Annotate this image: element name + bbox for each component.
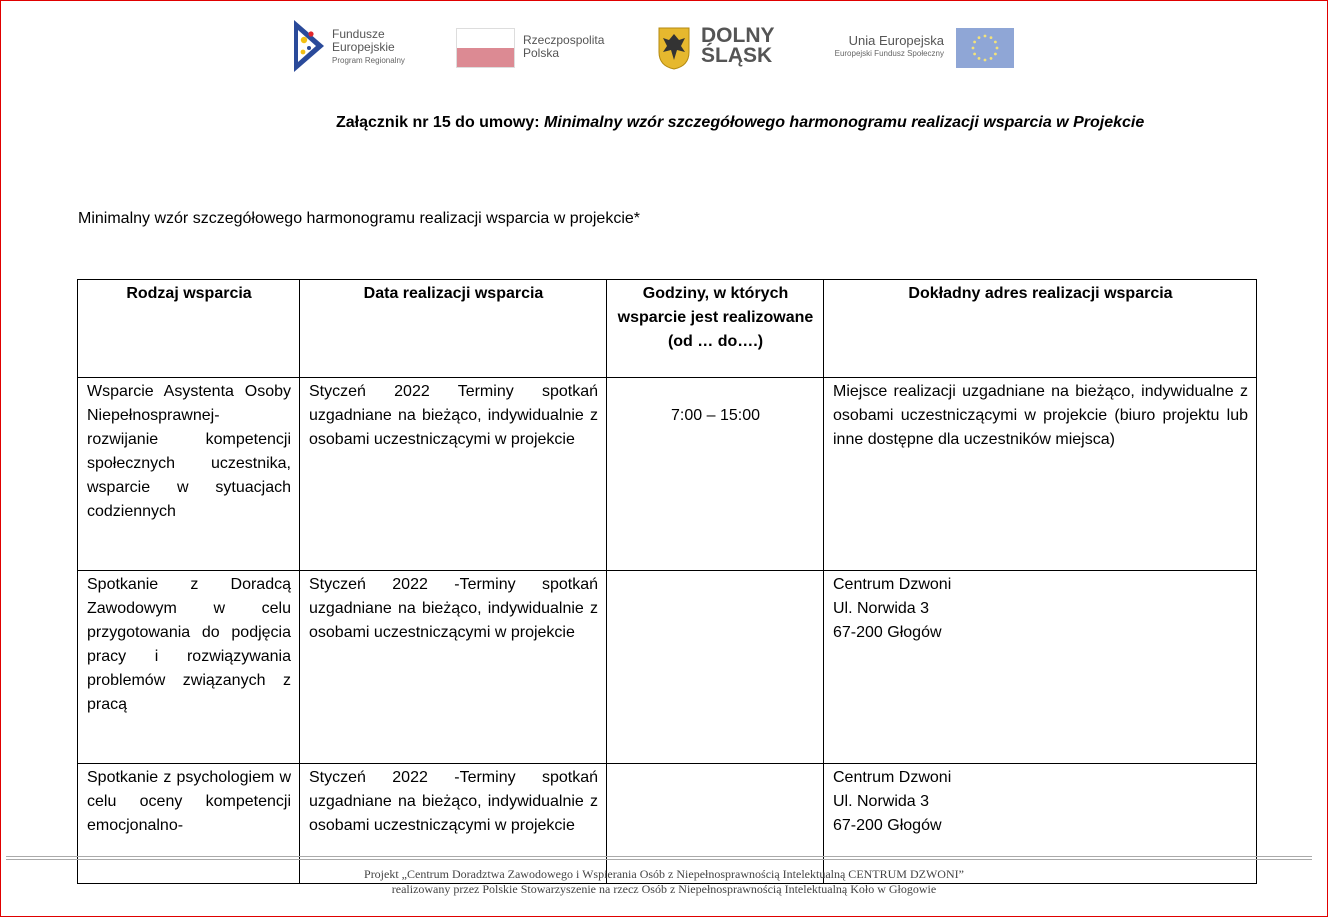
ds-line2: ŚLĄSK xyxy=(701,44,773,67)
cell-date: Styczeń 2022 -Terminy spotkań uzgadniane na bieżąco, indywidualnie z osobami uczestniczącymi w projekcie xyxy=(300,764,607,884)
cell-address xyxy=(824,571,1257,764)
fe-line2: Europejskie xyxy=(332,40,395,54)
logo-strip xyxy=(0,0,1328,90)
cell-type: Wsparcie Asystenta Osoby Niepełnosprawnej- rozwijanie kompetencji społecznych uczestnika, wsparcie w sytuacjach codziennych xyxy=(78,378,300,571)
header-godziny: Godziny, w których wsparcie jest realizowane (od … do….) xyxy=(607,280,824,378)
schedule-table xyxy=(77,279,1257,884)
ue-line2: Europejski Fundusz Społeczny xyxy=(834,49,944,58)
eu-flag-icon xyxy=(956,28,1014,68)
cell-hours xyxy=(607,571,824,764)
table-row xyxy=(78,378,1257,571)
document-subtitle: Minimalny wzór szczegółowego harmonogramu realizacji wsparcia w projekcie* xyxy=(78,210,640,227)
cell-address xyxy=(824,764,1257,884)
cell-hours xyxy=(607,764,824,884)
dolny-slask-logo xyxy=(655,20,790,75)
fundusze-europejskie-logo xyxy=(292,20,432,75)
header-data-realizacji: Data realizacji wsparcia xyxy=(300,280,607,378)
annex-title-italic: Minimalny wzór szczegółowego harmonogramu realizacji wsparcia w Projekcie xyxy=(544,114,1145,131)
fundusze-europejskie-icon xyxy=(294,20,324,72)
annex-title xyxy=(336,114,1144,132)
eagle-shield-icon xyxy=(657,26,691,70)
address-line: Ul. Norwida 3 xyxy=(833,600,930,617)
ds-line1: DOLNY xyxy=(701,24,775,47)
address-line: 67-200 Głogów xyxy=(833,817,942,834)
cell-hours: 7:00 – 15:00 xyxy=(607,378,824,571)
address-line: Centrum Dzwoni xyxy=(833,576,952,593)
cell-date: Styczeń 2022 Terminy spotkań uzgadniane na bieżąco, indywidualnie z osobami uczestniczącymi w projekcie xyxy=(300,378,607,571)
header-rodzaj-wsparcia: Rodzaj wsparcia xyxy=(78,280,300,378)
address-line: Ul. Norwida 3 xyxy=(833,793,930,810)
footer-line1: Projekt „Centrum Doradztwa Zawodowego i Wspierania Osób z Niepełnosprawnością Intelektualną CENTRUM DZWONI” xyxy=(364,867,964,881)
polish-flag-icon xyxy=(456,28,515,68)
footer xyxy=(0,867,1328,897)
cell-type: Spotkanie z Doradcą Zawodowym w celu przygotowania do podjęcia pracy i rozwiązywania problemów związanych z pracą xyxy=(78,571,300,764)
address-line: 67-200 Głogów xyxy=(833,624,942,641)
rzeczpospolita-polska-logo xyxy=(455,20,630,75)
rp-line1: Rzeczpospolita xyxy=(523,33,605,47)
address-line: Centrum Dzwoni xyxy=(833,769,952,786)
annex-prefix: Załącznik nr 15 do umowy: xyxy=(336,114,545,131)
footer-line2: realizowany przez Polskie Stowarzyszenie na rzecz Osób z Niepełnosprawnością Intelektualną Koło w Głogowie xyxy=(391,882,937,896)
footer-divider xyxy=(6,856,1312,857)
table-header-row xyxy=(78,280,1257,378)
fe-line1: Fundusze xyxy=(332,27,385,41)
rp-line2: Polska xyxy=(523,46,560,60)
table-row xyxy=(78,571,1257,764)
unia-europejska-logo xyxy=(818,20,1018,75)
cell-address: Miejsce realizacji uzgadniane na bieżąco, indywidualne z osobami uczestniczącymi w projekcie (biuro projektu lub inne dostępne dla uczestników miejsca) xyxy=(824,378,1257,571)
cell-type: Spotkanie z psychologiem w celu oceny kompetencji emocjonalno- xyxy=(78,764,300,884)
fe-line3: Program Regionalny xyxy=(332,56,405,65)
table-row xyxy=(78,764,1257,884)
cell-date: Styczeń 2022 -Terminy spotkań uzgadniane na bieżąco, indywidualnie z osobami uczestniczącymi w projekcie xyxy=(300,571,607,764)
header-adres: Dokładny adres realizacji wsparcia xyxy=(824,280,1257,378)
ue-line1: Unia Europejska xyxy=(848,33,944,48)
footer-divider xyxy=(6,859,1312,860)
